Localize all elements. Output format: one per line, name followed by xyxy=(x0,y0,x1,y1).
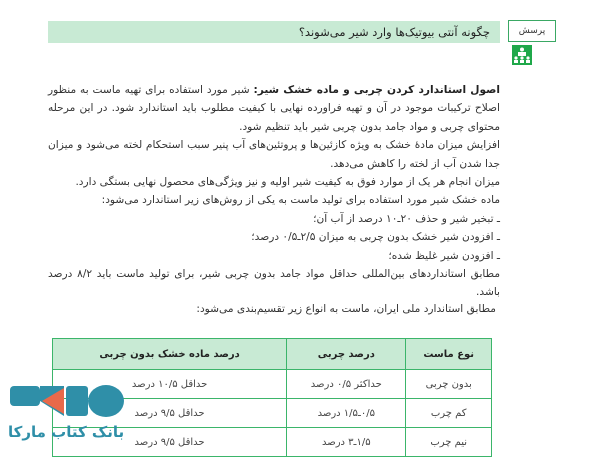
cell-type: کم چرب xyxy=(406,399,492,428)
section-heading: اصول استاندارد کردن چربی و ماده خشک شیر: xyxy=(253,84,500,96)
header-snf-percent: درصد ماده خشک بدون چربی xyxy=(53,339,287,370)
header-yogurt-type: نوع ماست xyxy=(406,339,492,370)
bullet-item: ـ افزودن شیر غلیظ شده؛ xyxy=(388,249,500,262)
question-label: پرسش xyxy=(508,20,556,42)
cell-fat: حداکثر ۰/۵ درصد xyxy=(287,370,406,399)
table-intro: مطابق استاندارد ملی ایران، ماست به انواع زیر تقسیم‌بندی می‌شود: xyxy=(196,303,496,315)
body-text xyxy=(48,81,500,302)
paragraph-intro xyxy=(48,81,500,136)
paragraph-5: مطابق استانداردهای بین‌المللی حداقل مواد جامد بدون چربی شیر، برای تولید ماست باید ۸/۲ درصد باشد. xyxy=(48,268,500,299)
discussion-group-icon xyxy=(512,45,532,65)
paragraph-3: میزان انجام هر یک از موارد فوق به کیفیت شیر اولیه و نیز ویژگی‌های محصول نهایی بستگی دارد. xyxy=(75,176,500,189)
cell-fat: ۱/۵ـ۳ درصد xyxy=(287,428,406,457)
cell-type: نیم چرب xyxy=(406,428,492,457)
cell-snf: حداقل ۱۰/۵ درصد xyxy=(53,370,287,399)
bullet-item: ـ افزودن شیر خشک بدون چربی به میزان ۲/۵ـ۰/۵ درصد؛ xyxy=(251,231,500,244)
cell-fat: ۰/۵ـ۱/۵ درصد xyxy=(287,399,406,428)
cell-snf: حداقل ۹/۵ درصد xyxy=(53,428,287,457)
watermark-text: بانک کتاب مارکا xyxy=(8,423,125,441)
cell-snf: حداقل ۹/۵ درصد xyxy=(53,399,287,428)
paragraph-2: افزایش میزان مادهٔ خشک به ویژه کازئین‌ها و پروتئین‌های آب پنیر سبب استحکام لخته می‌شود و میزان جدا شدن آب از لخته را کاهش می‌دهد. xyxy=(48,139,500,170)
question-title: چگونه آنتی بیوتیک‌ها وارد شیر می‌شوند؟ xyxy=(48,21,500,43)
cell-type: بدون چربی xyxy=(406,370,492,399)
header-fat-percent: درصد چربی xyxy=(287,339,406,370)
bullet-item: ـ تبخیر شیر و حذف ۲۰ـ۱۰ درصد از آب آن؛ xyxy=(313,212,500,225)
paragraph-4: ماده خشک شیر مورد استفاده برای تولید ماست به یکی از روش‌های زیر استاندارد می‌شود: xyxy=(101,194,500,207)
table-header-row xyxy=(53,339,492,370)
paragraph-1: شیر مورد استفاده برای تهیه ماست به منظور اصلاح ترکیبات موجود در آن و تهیه فراورده نهایی با کیفیت مطلوب باید استاندارد شود. در این مرحله محتوای چربی و مواد جامد بدون چربی شیر باید تنظیم شود. xyxy=(48,84,500,133)
